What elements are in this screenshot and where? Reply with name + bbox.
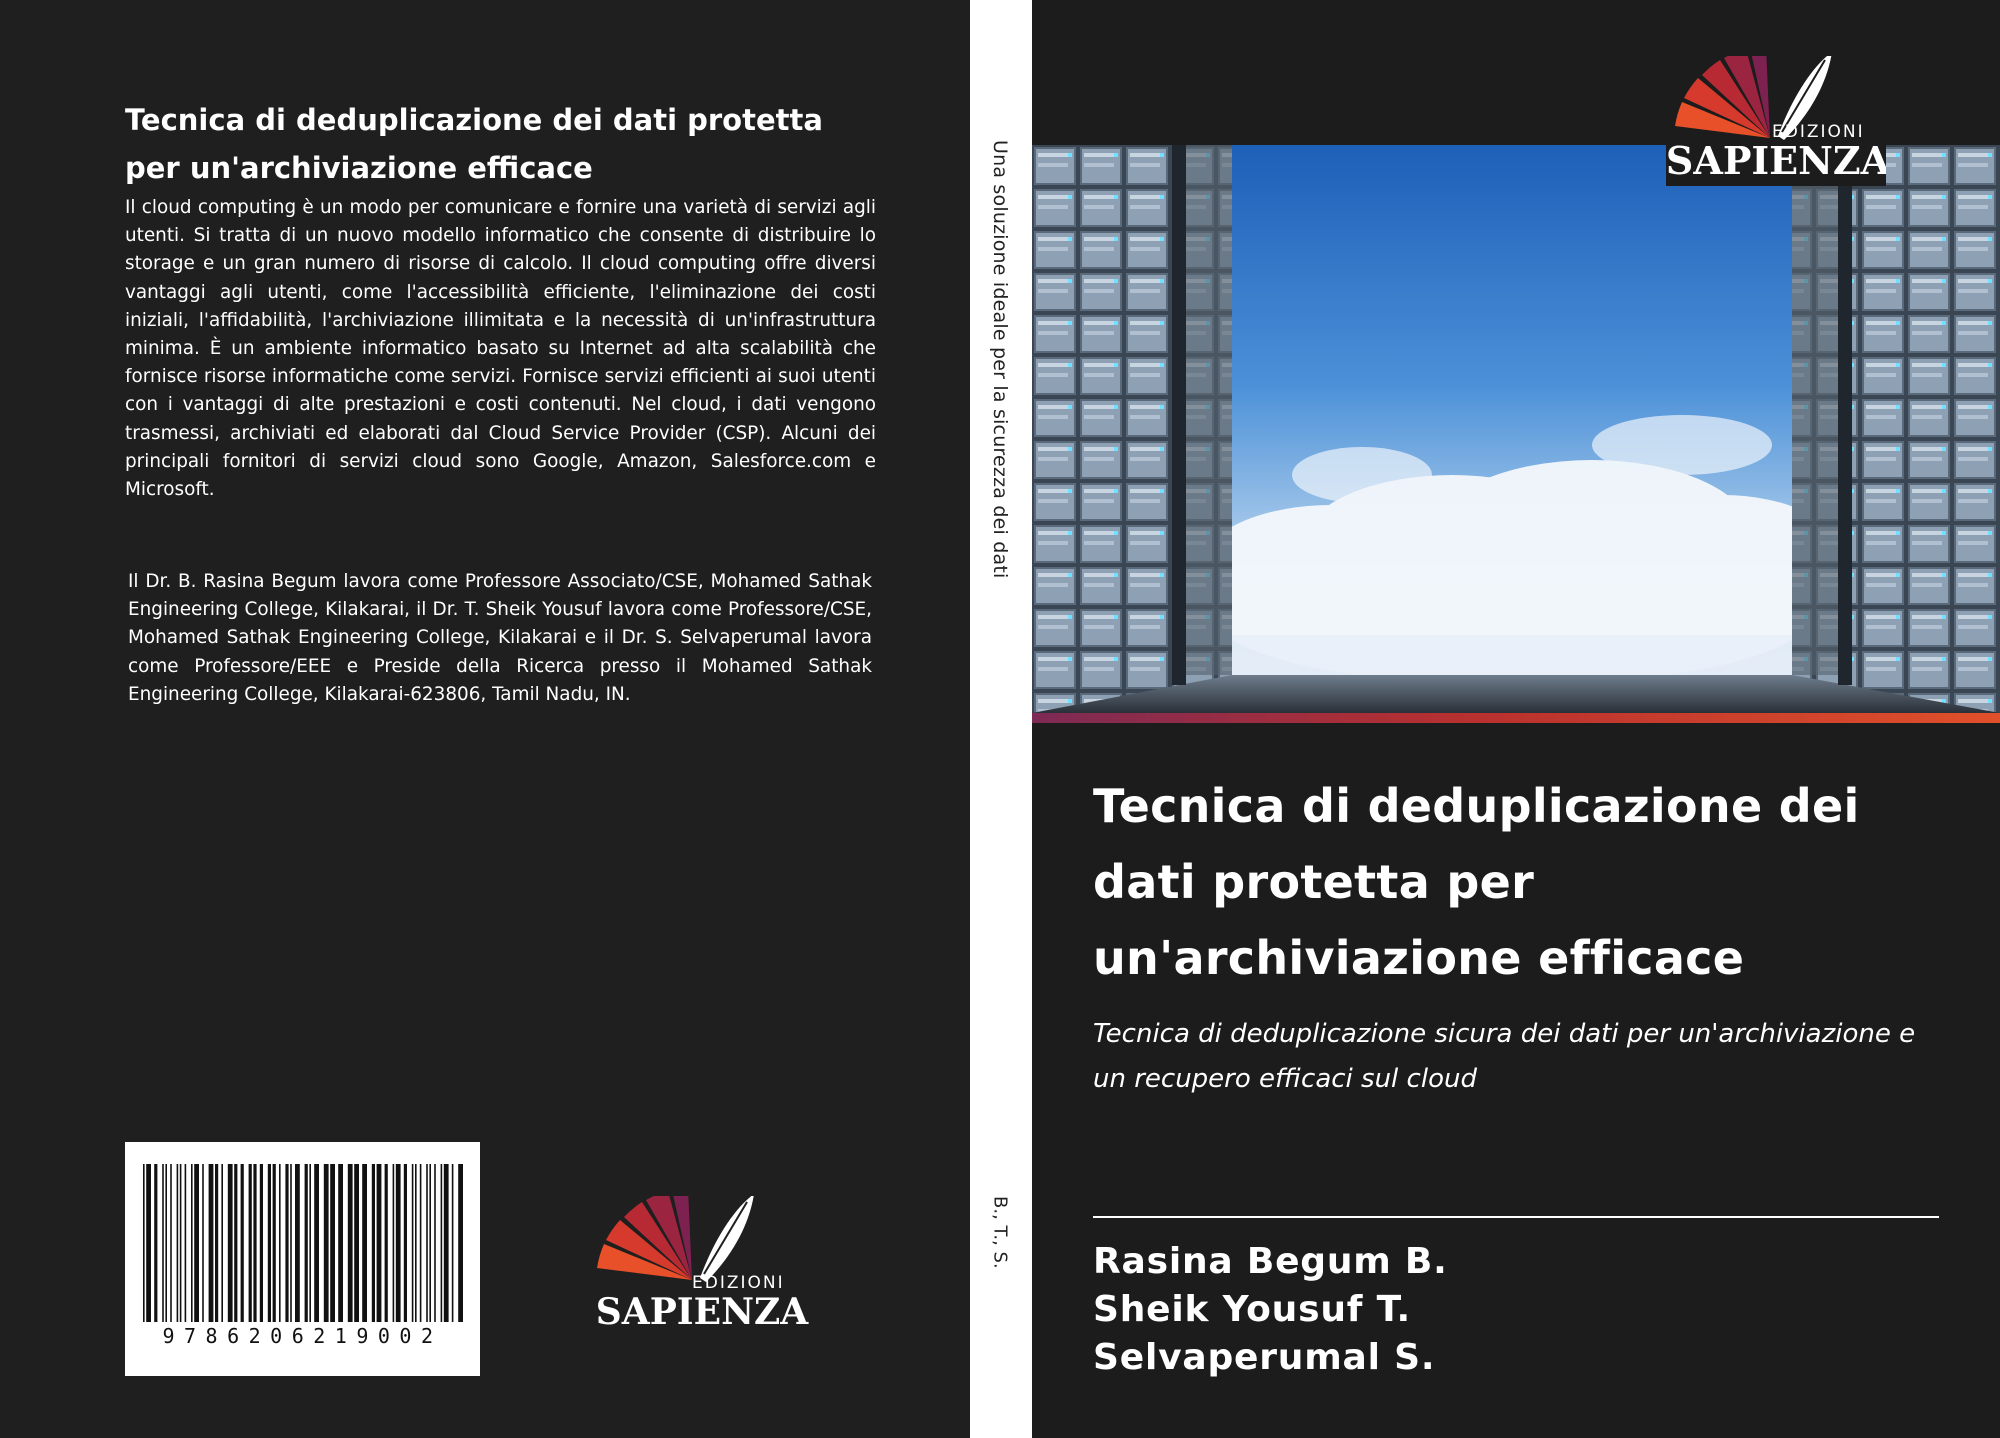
back-publisher-logo (592, 1196, 812, 1336)
barcode-bar (228, 1164, 233, 1322)
author-name: Sheik Yousuf T. (1093, 1289, 1411, 1330)
barcode-bar (354, 1164, 359, 1322)
front-cover-authors (1093, 1238, 1448, 1382)
back-cover-description: Il cloud computing è un modo per comunicare e fornire una varietà di servizi agli utenti. Si tratta di un nuovo modello informatico che consente di distribuire lo storage e un gran numero di risorse di calcolo. Il cloud computing offre diversi vantaggi agli utenti, come l'accessibilità efficiente, l'eliminazione dei costi iniziali, l'affidabilità, l'archiviazione illimitata e la necessità di un'infrastruttura minima. È un ambiente informatico basato su Internet ad alta scalabilità che fornisce risorse informatiche come servizi. Fornisce servizi efficienti ai suoi utenti con i vantaggi di alte prestazioni e costi contenuti. Nel cloud, i dati vengono trasmessi, archiviati ed elaborati dal Cloud Service Provider (CSP). Alcuni dei principali fornitori di servizi cloud sono Google, Amazon, Salesforce.com e Microsoft. (125, 197, 876, 501)
fan-feather-logo-icon (592, 1196, 812, 1336)
barcode-bar (191, 1164, 193, 1322)
barcode-bar (279, 1164, 281, 1322)
barcode-bars-icon (143, 1164, 463, 1324)
barcode-bar (309, 1164, 311, 1322)
author-name: Selvaperumal S. (1093, 1337, 1436, 1378)
server-racks-clouds-image (1032, 145, 2000, 713)
front-cover-title: Tecnica di deduplicazione dei dati protetta per un'archiviazione efficace (1093, 779, 1860, 985)
svg-text:SAPIENZA: SAPIENZA (1666, 138, 1886, 183)
barcode-bar (273, 1164, 276, 1322)
barcode-bar (429, 1164, 431, 1322)
back-cover-title: Tecnica di deduplicazione dei dati protetta per un'archiviazione efficace (125, 103, 823, 185)
barcode-bar (209, 1164, 214, 1322)
barcode-bar (146, 1164, 151, 1322)
barcode-bar (412, 1164, 414, 1322)
barcode-bar (385, 1164, 388, 1322)
spine-authors: B., T., S. (989, 1196, 1011, 1269)
barcode-bar (458, 1164, 463, 1322)
isbn-barcode (125, 1142, 480, 1376)
barcode-bar (393, 1164, 395, 1322)
barcode-bar (180, 1164, 182, 1322)
barcode-bar (260, 1164, 263, 1322)
barcode-bar (215, 1164, 218, 1322)
barcode-bar (170, 1164, 172, 1322)
barcode-bar (154, 1164, 157, 1322)
barcode-bar (314, 1164, 319, 1322)
barcode-bar (221, 1164, 223, 1322)
accent-bar (1032, 713, 2000, 723)
front-publisher-logo (1666, 56, 1886, 186)
barcode-bar (372, 1164, 375, 1322)
barcode-bar (241, 1164, 244, 1322)
barcode-bar (426, 1164, 428, 1322)
barcode-bar (177, 1164, 179, 1322)
svg-text:SAPIENZA: SAPIENZA (595, 1291, 809, 1333)
barcode-bar (194, 1164, 199, 1322)
barcode-bar (290, 1164, 292, 1322)
barcode-bar (162, 1164, 164, 1322)
svg-text:EDIZIONI: EDIZIONI (692, 1273, 785, 1293)
barcode-bar (415, 1164, 417, 1322)
barcode-bar (295, 1164, 300, 1322)
barcode-bar (452, 1164, 454, 1322)
spine-title: Una soluzione ideale per la sicurezza dei dati (989, 140, 1011, 579)
barcode-bar (253, 1164, 256, 1322)
svg-text:EDIZIONI: EDIZIONI (1772, 122, 1865, 142)
barcode-bar (285, 1164, 288, 1322)
barcode-bar (330, 1164, 335, 1322)
barcode-bar (441, 1164, 443, 1322)
barcode-bar (404, 1164, 407, 1322)
barcode-bar (444, 1164, 449, 1322)
barcode-bar (420, 1164, 422, 1322)
barcode-bar (396, 1164, 401, 1322)
barcode-bar (348, 1164, 353, 1322)
barcode-bar (185, 1164, 187, 1322)
barcode-bar (234, 1164, 237, 1322)
barcode-bar (434, 1164, 436, 1322)
barcode-bar (338, 1164, 343, 1322)
barcode-bar (268, 1164, 271, 1322)
back-cover-author-bio: Il Dr. B. Rasina Begum lavora come Professore Associato/CSE, Mohamed Sathak Engineering College, Kilakarai, il Dr. T. Sheik Yousuf lavora come Professore/CSE, Mohamed Sathak Engineering College, Kilakarai e il Dr. S. Selvaperumal lavora come Professore/EEE e Preside della Ricerca presso il Mohamed Sathak Engineering College, Kilakarai-623806, Tamil Nadu, IN. (128, 571, 872, 705)
barcode-bar (362, 1164, 367, 1322)
barcode-bar (249, 1164, 252, 1322)
front-cover-subtitle: Tecnica di deduplicazione sicura dei dati per un'archiviazione e un recupero efficaci sul cloud (1093, 1019, 1916, 1094)
author-divider (1093, 1216, 1939, 1218)
barcode-bar (143, 1164, 145, 1322)
barcode-bar (305, 1164, 308, 1322)
barcode-bar (165, 1164, 167, 1322)
barcode-bar (377, 1164, 382, 1322)
fan-feather-logo-icon (1666, 56, 1886, 186)
barcode-number: 9786206219002 (162, 1324, 443, 1348)
barcode-bar (324, 1164, 329, 1322)
barcode-bar (202, 1164, 204, 1322)
author-name: Rasina Begum B. (1093, 1241, 1448, 1282)
